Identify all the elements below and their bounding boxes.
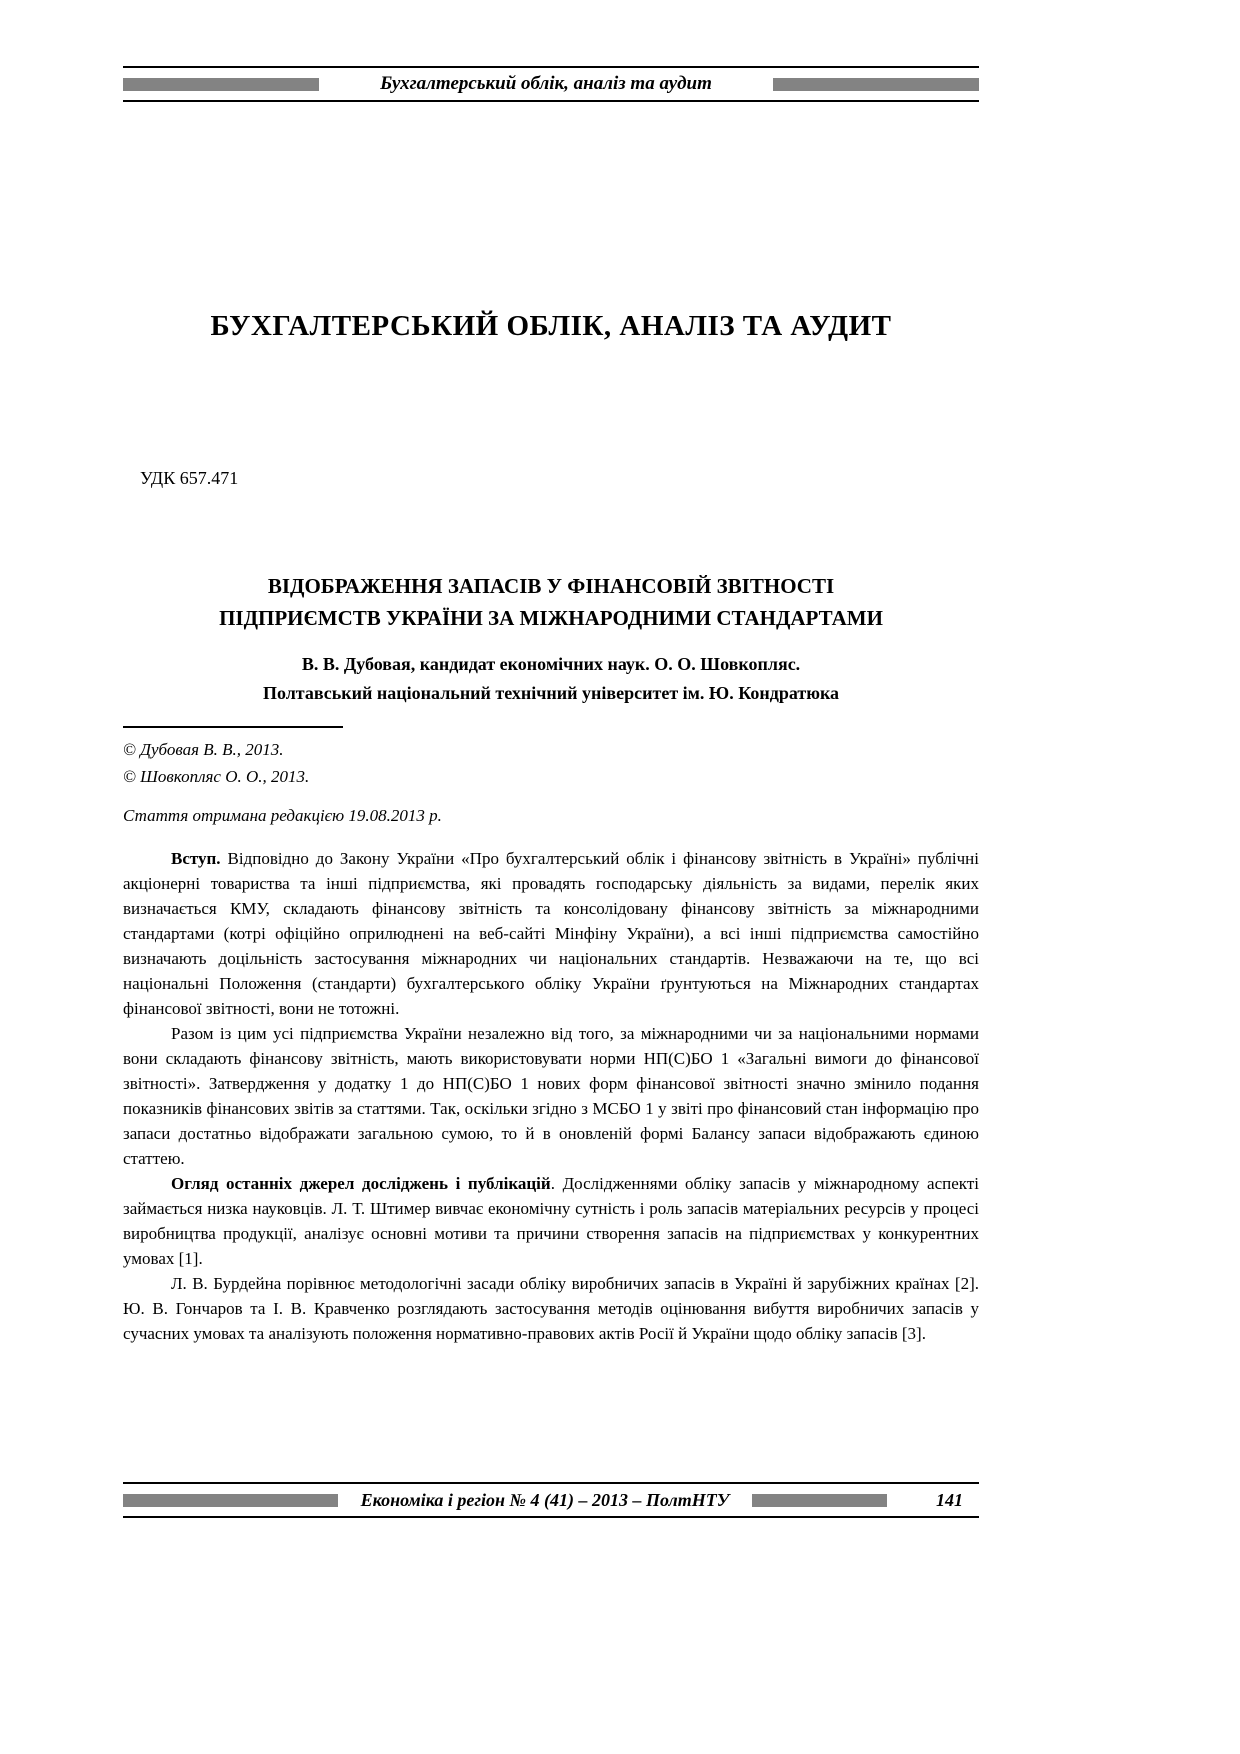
udc-code: УДК 657.471	[140, 468, 239, 488]
running-footer	[123, 1482, 979, 1518]
body-paragraph	[123, 1271, 979, 1346]
copyright-line-1: © Дубовая В. В., 2013.	[123, 740, 284, 759]
running-footer-row	[123, 1488, 979, 1512]
copyright-block	[123, 736, 979, 790]
running-header-title: Бухгалтерський облік, аналіз та аудит	[380, 73, 712, 94]
section-title: БУХГАЛТЕРСЬКИЙ ОБЛІК, АНАЛІЗ ТА АУДИТ	[210, 310, 892, 342]
footnote-separator-line	[123, 712, 343, 728]
header-left-bar	[123, 78, 319, 91]
paragraph-text: Л. В. Бурдейна порівнює методологічні засади обліку виробничих запасів в Україні й зарубіжних країнах [2]. Ю. В. Гончаров та І. В. Кравченко розглядають застосування методів оцінювання вибуття виробничих запасів у сучасних умовах та аналізують положення нормативно-правових актів Росії й України щодо обліку запасів [3].	[123, 1274, 979, 1343]
paragraph-text: . Дослідженнями обліку запасів у міжнародному аспекті займається низка науковців. Л. Т. Штимер вивчає економічну сутність і роль запасів матеріальних ресурсів у процесі виробництва продукції, аналізує основні мотиви та причини створення запасів на підприємствах у конкурентних умовах [1].	[123, 1174, 979, 1268]
paragraph-lead: Огляд останніх джерел досліджень і публікацій	[171, 1174, 551, 1193]
footer-left-bar	[123, 1494, 338, 1507]
running-header	[123, 66, 979, 102]
received-date-line: Стаття отримана редакцією 19.08.2013 р.	[123, 806, 442, 825]
paragraph-text: Відповідно до Закону України «Про бухгалтерський облік і фінансову звітність в Україні» публічні акціонерні товариства та інші підприємства, які провадять господарську діяльність за видами, перелік яких визначається КМУ, складають фінансову звітність та консолідовану фінансову звітність за міжнародними стандартами (котрі офіційно оприлюднені на веб-сайті Мінфіну України), а всі інші підприємства самостійно визначають доцільність застосування міжнародних чи національних стандартів. Незважаючи на те, що всі національні Положення (стандарти) бухгалтерського обліку України ґрунтуються на Міжнародних стандартах фінансової звітності, вони не тотожні.	[123, 849, 979, 1018]
body-paragraph	[123, 1021, 979, 1171]
body-paragraph	[123, 846, 979, 1021]
article-authors	[123, 650, 979, 708]
authors-line-1: В. В. Дубовая, кандидат економічних наук. О. О. Шовкопляс.	[301, 654, 801, 674]
copyright-line-2: © Шовкопляс О. О., 2013.	[123, 767, 310, 786]
page-number: 141	[936, 1489, 963, 1510]
header-right-bar	[773, 78, 979, 91]
footer-right-bar	[752, 1494, 887, 1507]
article-title	[123, 570, 979, 634]
article-title-line-1: ВІДОБРАЖЕННЯ ЗАПАСІВ У ФІНАНСОВІЙ ЗВІТНОСТІ	[267, 574, 835, 598]
article-body	[123, 846, 979, 1346]
paragraph-lead: Вступ.	[171, 849, 221, 868]
running-footer-title: Економіка і регіон № 4 (41) – 2013 – ПолтНТУ	[360, 1489, 730, 1510]
paragraph-text: Разом із цим усі підприємства України незалежно від того, за міжнародними чи за національними нормами вони складають фінансову звітність, мають використовувати норми НП(С)БО 1 «Загальні вимоги до фінансової звітності». Затвердження у додатку 1 до НП(С)БО 1 нових форм фінансової звітності значно змінило подання показників фінансових звітів за статтями. Так, оскільки згідно з МСБО 1 у звіті про фінансовий стан інформацію про запаси достатньо відображати загальною сумою, то й в оновленій формі Балансу запаси відображають єдиною статтею.	[123, 1024, 979, 1168]
article-title-line-2: ПІДПРИЄМСТВ УКРАЇНИ ЗА МІЖНАРОДНИМИ СТАНДАРТАМИ	[219, 606, 883, 630]
body-paragraph	[123, 1171, 979, 1271]
authors-line-2: Полтавський національний технічний університет ім. Ю. Кондратюка	[262, 683, 840, 703]
running-header-row	[123, 72, 979, 96]
